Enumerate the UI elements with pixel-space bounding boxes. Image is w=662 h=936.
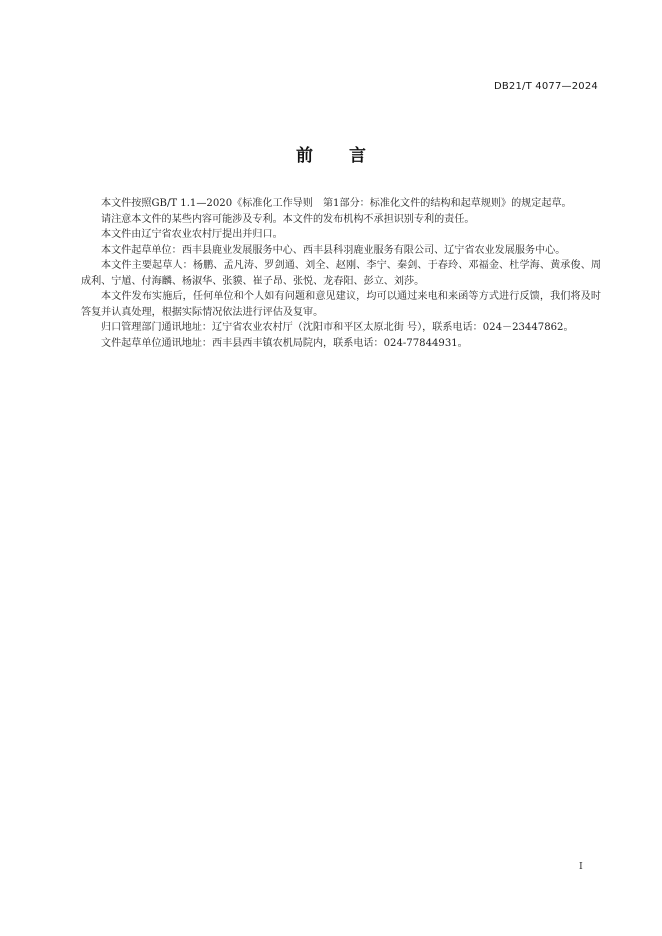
paragraph-drafter-contact: 文件起草单位通讯地址：西丰县西丰镇农机局院内，联系电话：024-77844931。 (101, 337, 468, 349)
title-char-1: 前 (296, 146, 313, 166)
title-char-2: 言 (349, 146, 366, 166)
document-code: DB21/T 4077—2024 (493, 81, 598, 92)
page-title (0, 141, 662, 166)
paragraph-drafters: 本文件主要起草人：杨鹏、孟凡涛、罗剑通、刘全、赵刚、李宁、秦剑、于春玲、邓福金、杜学海、黄承俊、周成利、宁馗、付海麟、杨淑华、张貘、崔子昂、张悦、龙春阳、彭立、刘莎。 (81, 260, 601, 287)
paragraph-feedback: 本文件发布实施后，任何单位和个人如有问题和意见建议，均可以通过来电和来函等方式进行反馈，我们将及时答复并认真处理，根据实际情况依法进行评估及复审。 (81, 291, 601, 318)
paragraph-drafting-units: 本文件起草单位：西丰县鹿业发展服务中心、西丰县科羽鹿业服务有限公司、辽宁省农业发展服务中心。 (101, 244, 566, 256)
page-number: I (579, 861, 583, 872)
paragraph-proposer: 本文件由辽宁省农业农村厅提出并归口。 (101, 229, 283, 240)
paragraph-standard-basis: 本文件按照GB/T 1.1—2020《标准化工作导则 第1部分：标准化文件的结构和起草规则》的规定起草。 (101, 198, 572, 209)
paragraph-admin-contact: 归口管理部门通讯地址：辽宁省农业农村厅（沈阳市和平区太原北街 号），联系电话：024－23447862。 (101, 322, 574, 333)
foreword-body (81, 196, 601, 351)
paragraph-patent-notice: 请注意本文件的某些内容可能涉及专利。本文件的发布机构不承担识别专利的责任。 (101, 213, 475, 225)
